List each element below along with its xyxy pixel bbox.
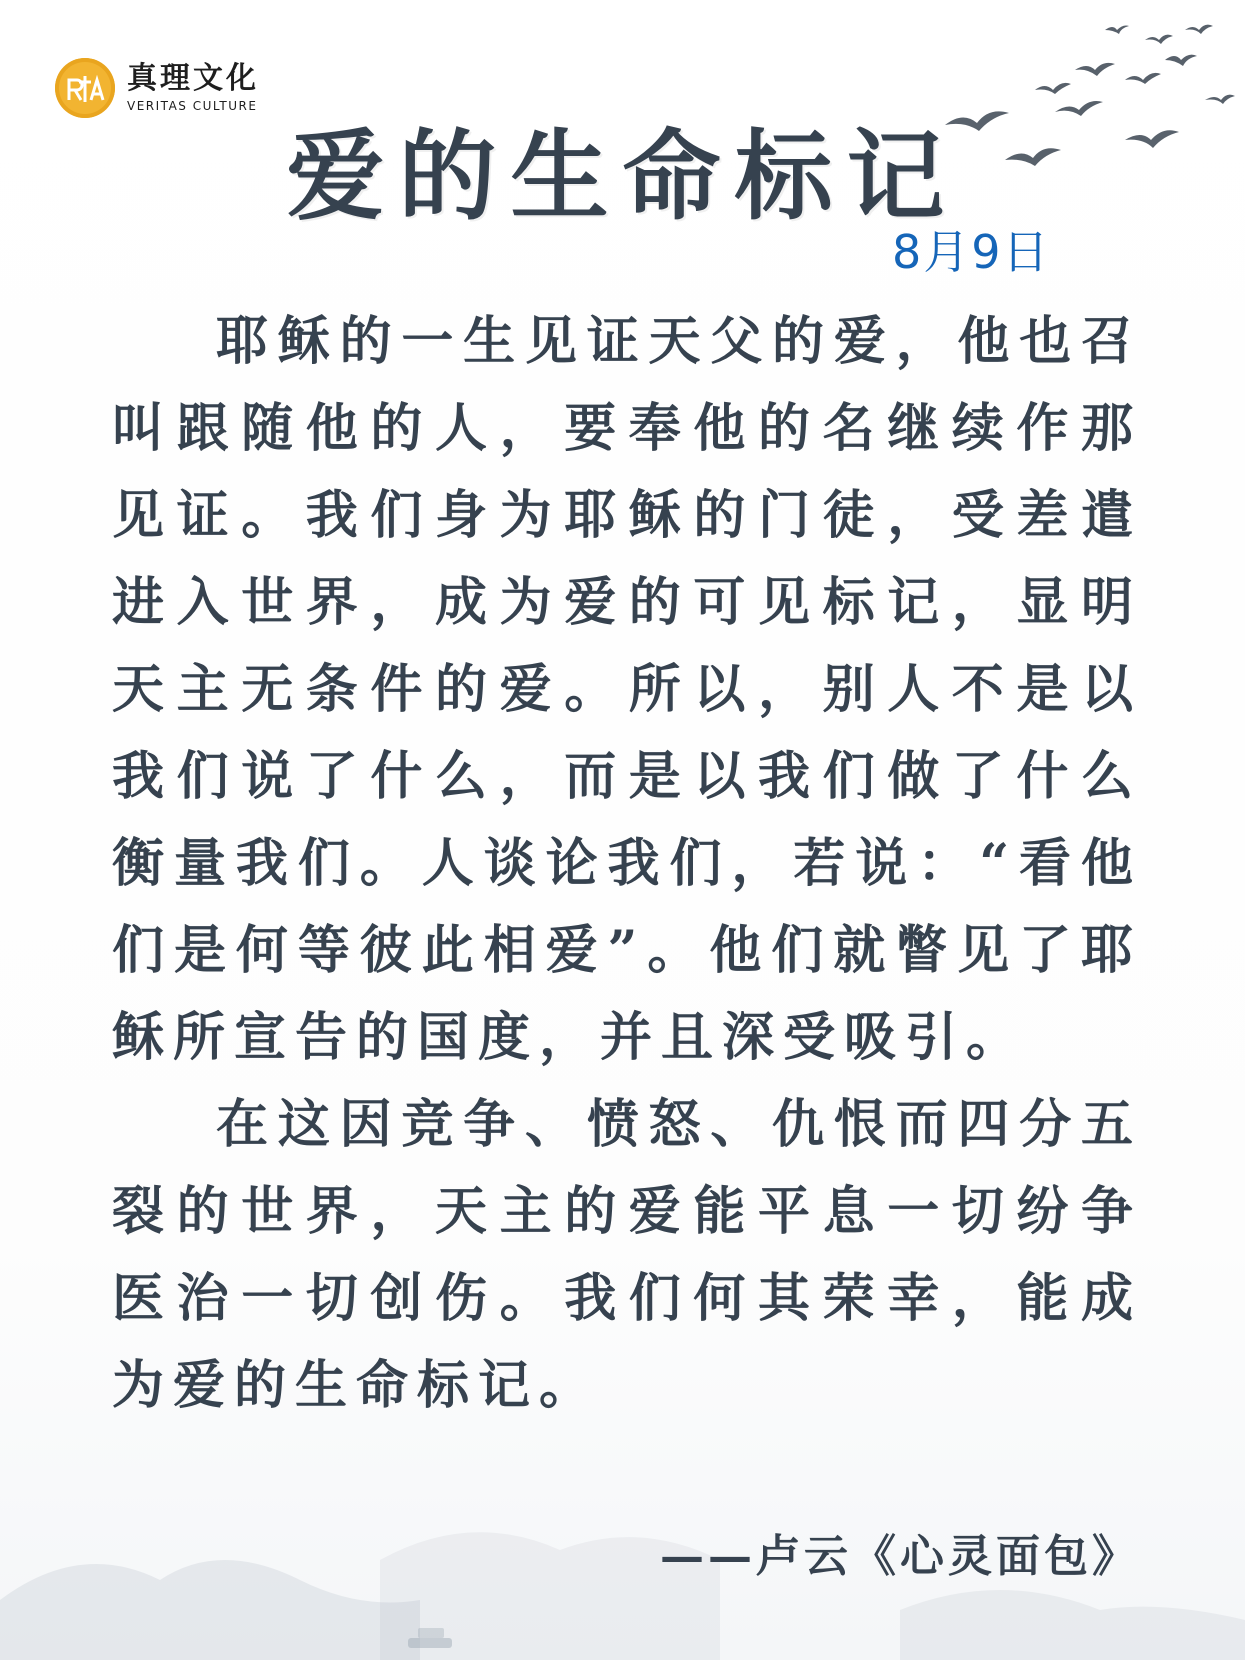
brand-name-chinese: 真理文化: [127, 61, 259, 96]
author-signature: ——卢云《心灵面包》: [660, 1531, 1140, 1582]
devotional-text: [112, 298, 1142, 1429]
brand-name-english: VERITAS CULTURE: [127, 99, 258, 113]
poster-title: 爱的生命标记: [286, 120, 959, 234]
paragraph-2: 在这因竞争、愤怒、仇恨而四分五裂的世界，天主的爱能平息一切纷争医治一切创伤。我们何其荣幸，能成为爱的生命标记。: [112, 1094, 1142, 1416]
paragraph-1: 耶稣的一生见证天父的爱，他也召叫跟随他的人，要奉他的名继续作那见证。我们身为耶稣的门徒，受差遣进入世界，成为爱的可见标记，显明天主无条件的爱。所以，别人不是以我们说了什么，而是以我们做了什么衡量我们。人谈论我们，若说：“看他们是何等彼此相爱”。他们就瞥见了耶稣所宣告的国度，并且深受吸引。: [112, 311, 1142, 1068]
date-label: 8月9日: [892, 225, 1051, 279]
